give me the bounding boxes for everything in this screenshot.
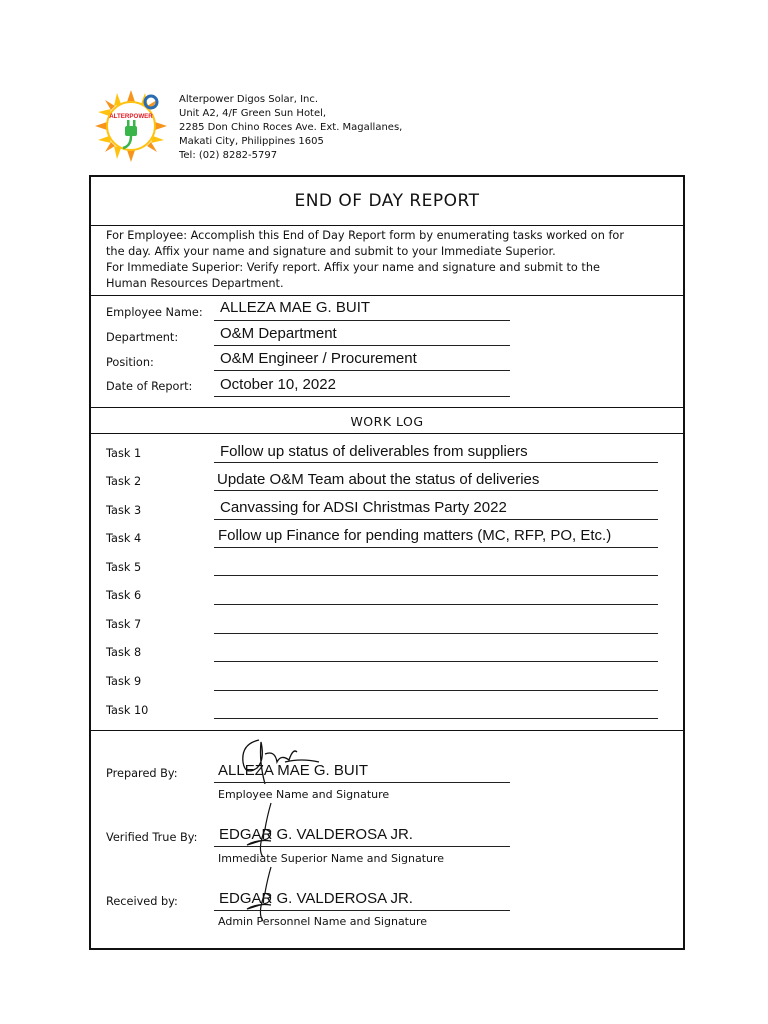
task-underline — [214, 575, 658, 576]
instruction-line: For Immediate Superior: Verify report. Affix your name and signature and submit to the — [106, 261, 600, 274]
prepared-by-name[interactable]: ALLEZA MAE G. BUIT — [218, 762, 369, 779]
field-underline — [214, 846, 510, 847]
task-underline — [214, 633, 658, 634]
field-underline — [214, 910, 510, 911]
task-underline — [214, 690, 658, 691]
task-label: Task 10 — [106, 704, 149, 717]
employee-name-field[interactable]: ALLEZA MAE G. BUIT — [220, 299, 371, 316]
date-label: Date of Report: — [106, 380, 193, 393]
report-form — [89, 175, 685, 950]
task-underline — [214, 718, 658, 719]
position-field[interactable]: O&M Engineer / Procurement — [220, 350, 417, 367]
field-underline — [214, 345, 510, 346]
task-field[interactable]: Follow up Finance for pending matters (MC, RFP, PO, Etc.) — [218, 527, 612, 544]
task-label: Task 7 — [106, 618, 142, 631]
department-label: Department: — [106, 331, 179, 344]
task-label: Task 5 — [106, 561, 142, 574]
divider — [91, 295, 683, 296]
task-underline — [214, 490, 658, 491]
position-label: Position: — [106, 356, 154, 369]
instruction-line: Human Resources Department. — [106, 277, 284, 290]
task-label: Task 2 — [106, 475, 142, 488]
task-underline — [214, 519, 658, 520]
employee-name-label: Employee Name: — [106, 306, 203, 319]
received-by-caption: Admin Personnel Name and Signature — [218, 915, 428, 928]
verified-by-label: Verified True By: — [106, 831, 198, 844]
task-label: Task 9 — [106, 675, 142, 688]
verified-by-caption: Immediate Superior Name and Signature — [218, 852, 445, 865]
task-underline — [214, 661, 658, 662]
field-underline — [214, 782, 510, 783]
divider — [91, 225, 683, 226]
company-logo — [93, 88, 169, 164]
company-tel: Tel: (02) 8282-5797 — [179, 150, 278, 161]
task-label: Task 1 — [106, 447, 142, 460]
address-line-1: Unit A2, 4/F Green Sun Hotel, — [179, 108, 327, 119]
task-field[interactable]: Update O&M Team about the status of deliveries — [217, 471, 540, 488]
instruction-line: the day. Affix your name and signature and submit to your Immediate Superior. — [106, 245, 556, 258]
prepared-by-label: Prepared By: — [106, 767, 178, 780]
received-by-name[interactable]: EDGAR G. VALDEROSA JR. — [219, 890, 413, 907]
task-label: Task 4 — [106, 532, 142, 545]
logo-wordmark: ALTERPOWER — [109, 113, 153, 120]
divider — [91, 433, 683, 434]
date-field[interactable]: October 10, 2022 — [220, 376, 336, 393]
task-label: Task 3 — [106, 504, 142, 517]
task-label: Task 8 — [106, 646, 142, 659]
field-underline — [214, 320, 510, 321]
task-underline — [214, 604, 658, 605]
address-line-3: Makati City, Philippines 1605 — [179, 136, 324, 147]
task-label: Task 6 — [106, 589, 142, 602]
work-log-title: WORK LOG — [350, 414, 424, 429]
divider — [91, 407, 683, 408]
task-field[interactable]: Canvassing for ADSI Christmas Party 2022 — [220, 499, 507, 516]
address-line-2: 2285 Don Chino Roces Ave. Ext. Magallanes, — [179, 122, 403, 133]
form-title: END OF DAY REPORT — [294, 191, 480, 211]
department-field[interactable]: O&M Department — [220, 325, 337, 342]
instruction-line: For Employee: Accomplish this End of Day Report form by enumerating tasks worked on for — [106, 229, 624, 242]
task-field[interactable]: Follow up status of deliverables from suppliers — [220, 443, 528, 460]
task-underline — [214, 547, 658, 548]
field-underline — [214, 396, 510, 397]
prepared-by-caption: Employee Name and Signature — [218, 788, 390, 801]
verified-by-name[interactable]: EDGAR G. VALDEROSA JR. — [219, 826, 413, 843]
company-name: Alterpower Digos Solar, Inc. — [179, 94, 319, 105]
received-by-label: Received by: — [106, 895, 178, 908]
divider — [91, 730, 683, 731]
field-underline — [214, 370, 510, 371]
task-underline — [214, 462, 658, 463]
